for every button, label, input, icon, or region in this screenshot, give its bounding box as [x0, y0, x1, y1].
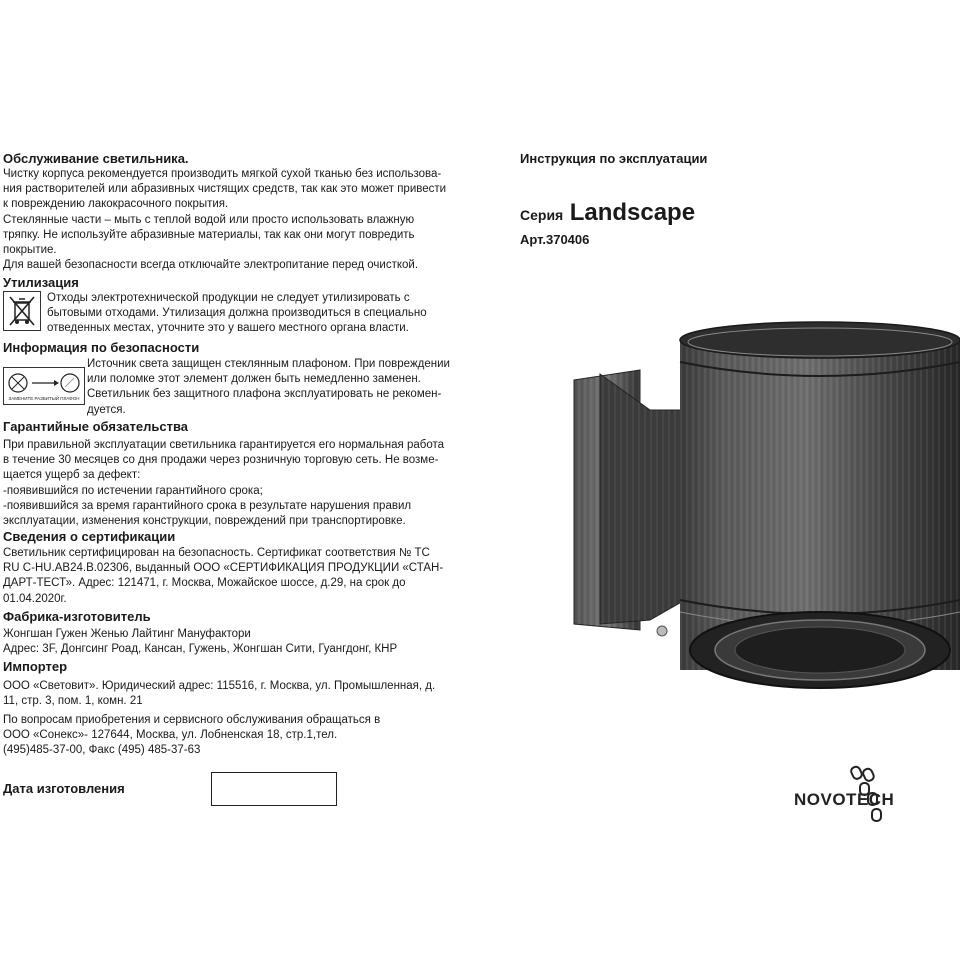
text-line: Светильник сертифицирован на безопасность. Сертификат соответствия № ТС: [3, 547, 430, 559]
series-label: Серия: [520, 207, 564, 223]
text-line: отведенных местах, уточните это у вашего местного органа власти.: [47, 322, 409, 335]
wall-lamp-image: [560, 300, 960, 700]
service-text: [3, 713, 380, 759]
maintenance-text: [3, 167, 446, 273]
text-line: Для вашей безопасности всегда отключайте электропитание перед очисткой.: [3, 259, 419, 272]
certification-title: Сведения о сертификации: [3, 529, 176, 544]
certification-text: [3, 546, 443, 607]
novotech-logo-icon: [794, 765, 970, 825]
manufacturer-title: Фабрика-изготовитель: [3, 609, 151, 624]
disposal-text: [47, 291, 427, 337]
text-line: щается ущерб за дефект:: [3, 469, 141, 482]
series-heading: [520, 199, 695, 227]
manual-title: Инструкция по эксплуатации: [520, 151, 708, 166]
text-line: бытовыми отходами. Утилизация должна производиться в специально: [47, 307, 427, 320]
manufacturer-text: [3, 627, 397, 657]
text-line: Источник света защищен стеклянным плафоном. При повреждении: [87, 358, 450, 370]
text-line: или поломке этот элемент должен быть немедленно заменен.: [87, 373, 421, 386]
date-field[interactable]: [211, 772, 337, 806]
text-line: 01.04.2020г.: [3, 592, 67, 605]
importer-text: [3, 679, 435, 709]
text-line: тряпку. Не используйте абразивные материалы, так как они могут повредить: [3, 228, 415, 241]
safety-text: [87, 357, 450, 418]
replace-glass-caption: ЗАМЕНИТЕ РАЗБИТЫЙ ПЛАФОН: [8, 396, 80, 401]
safety-title: Информация по безопасности: [3, 340, 200, 355]
series-name: Landscape: [569, 199, 696, 226]
text-line: эксплуатации, изменения конструкции, повреждений при транспортировке.: [3, 515, 406, 528]
text-line: RU C-HU.AB24.B.02306, выданный ООО «СЕРТИФИКАЦИЯ ПРОДУКЦИИ «СТАН-: [3, 562, 444, 575]
warranty-text: [3, 438, 444, 529]
replace-glass-icon: [3, 367, 85, 405]
importer-title: Импортер: [3, 659, 68, 674]
text-line: покрытие.: [3, 244, 57, 257]
text-line: Адрес: 3F, Донгсинг Роад, Кансан, Гужень, Жонгшан Сити, Гуангдонг, КНР: [3, 643, 398, 656]
text-line: Светильник без защитного плафона эксплуатировать не рекомен-: [87, 388, 442, 401]
text-line: (495)485-37-00, Факс (495) 485-37-63: [3, 744, 201, 757]
text-line: ДАРТ-ТЕСТ». Адрес: 121471, г. Москва, Можайское шоссе, д.29, на срок до: [3, 577, 406, 590]
text-line: ООО «Сонекс»- 127644, Москва, ул. Лобненская 18, стр.1,тел.: [3, 729, 338, 742]
text-line: ООО «Световит». Юридический адрес: 115516, г. Москва, ул. Промышленная, д.: [3, 680, 436, 692]
warranty-title: Гарантийные обязательства: [3, 419, 188, 434]
disposal-title: Утилизация: [3, 275, 79, 290]
text-line: Стеклянные части – мыть с теплой водой или просто использовать влажную: [3, 213, 415, 226]
crossed-out-bin-icon: [3, 291, 41, 331]
text-line: в течение 30 месяцев со дня продажи через розничную торговую сеть. Не возме-: [3, 454, 439, 467]
brand-name: NOVOTECH: [794, 790, 895, 809]
text-line: к повреждению лакокрасочного покрытия.: [3, 198, 229, 211]
date-value: [212, 773, 336, 789]
maintenance-title: Обслуживание светильника.: [3, 151, 189, 166]
text-line: 11, стр. 3, пом. 1, комн. 21: [3, 695, 143, 708]
text-line: Чистку корпуса рекомендуется производить мягкой сухой тканью без использова-: [3, 168, 442, 180]
text-line: дуется.: [87, 403, 126, 416]
text-line: ния растворителей или абразивных чистящих средств, так как это может привести: [3, 183, 447, 196]
article-number: Арт.370406: [520, 232, 590, 247]
text-line: -появившийся за время гарантийного срока в результате нарушения правил: [3, 499, 412, 512]
text-line: Жонгшан Гужен Женью Лайтинг Мануфактори: [3, 628, 251, 640]
text-line: Отходы электротехнической продукции не следует утилизировать с: [47, 292, 410, 304]
date-label: Дата изготовления: [3, 781, 125, 796]
text-line: -появившийся по истечении гарантийного срока;: [3, 484, 263, 497]
text-line: При правильной эксплуатации светильника гарантируется его нормальная работа: [3, 439, 445, 451]
text-line: По вопросам приобретения и сервисного обслуживания обращаться в: [3, 714, 381, 726]
